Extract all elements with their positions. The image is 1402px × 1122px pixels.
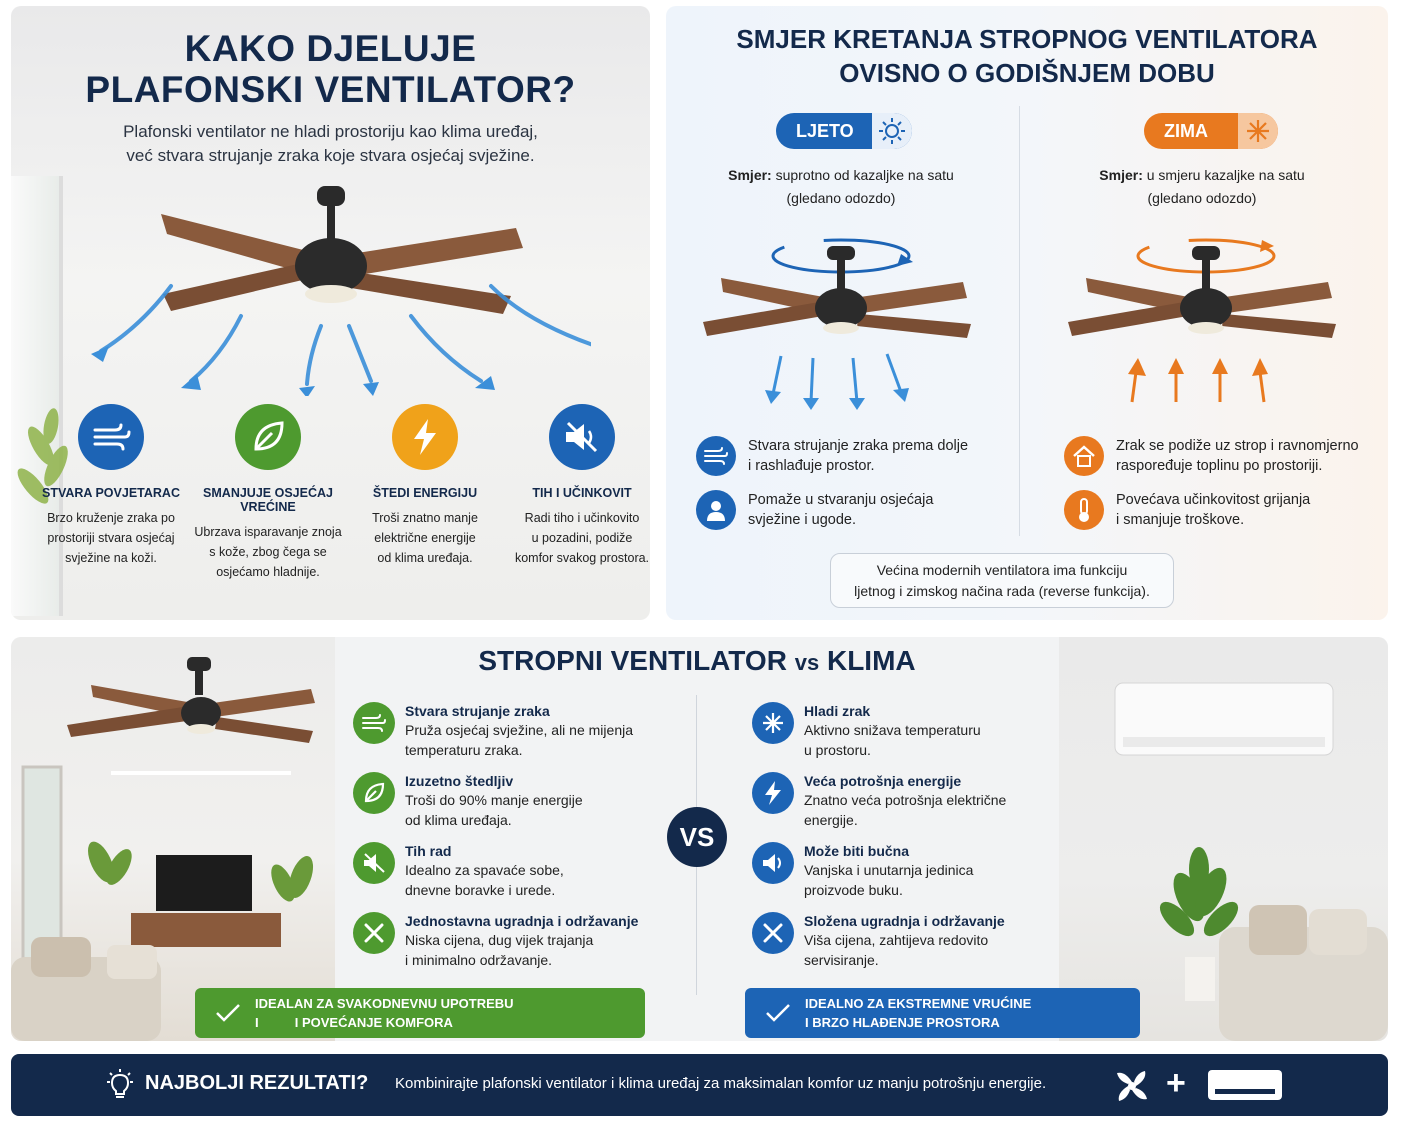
direction-label: Smjer:	[1099, 167, 1143, 183]
reverse-function-note	[830, 553, 1174, 608]
point-line: Stvara strujanje zraka prema dolje	[748, 438, 969, 454]
item-title: Tih rad	[405, 843, 452, 859]
direction-text: suprotno od kazaljke na satu	[771, 167, 954, 183]
banner-line: IDEALNO ZA EKSTREMNE VRUĆINE	[805, 996, 1032, 1011]
item-title: Izuzetno štedljiv	[405, 773, 514, 789]
lightbulb-icon	[103, 1068, 137, 1102]
fan-item	[353, 841, 683, 900]
snowflake-icon	[1238, 113, 1278, 149]
item-title: Stvara strujanje zraka	[405, 703, 550, 719]
feature-desc-line: od klima uređaja.	[377, 551, 473, 565]
point-line: raspoređuje toplinu po prostoriji.	[1116, 458, 1323, 474]
leaf-icon	[353, 772, 395, 814]
direction-title-line-2: OVISNO O GODIŠNJEM DOBU	[839, 58, 1215, 88]
item-title: Hladi zrak	[804, 703, 871, 719]
ac-item	[752, 841, 1052, 900]
footer-question: NAJBOLJI REZULTATI?	[145, 1072, 369, 1094]
point-line: svježine i ugode.	[748, 512, 857, 528]
item-desc: Viša cijena, zahtijeva redovito	[804, 932, 989, 948]
feature-title: SMANJUJE OSJEĆAJ VREĆINE	[203, 486, 333, 514]
feature-breeze	[36, 404, 186, 582]
item-desc: u prostoru.	[804, 741, 871, 758]
feature-desc-line: električne energije	[374, 531, 476, 545]
footer-message: Kombinirajte plafonski ventilator i klima uređaj za maksimalan komfor uz manju potrošnju energije.	[395, 1075, 1047, 1092]
summer-direction	[691, 164, 991, 210]
ac-item	[752, 771, 1052, 830]
summer-point	[696, 490, 996, 530]
banner-line: IDEALAN ZA SVAKODNEVNU UPOTREBU	[255, 996, 514, 1011]
vs-badge: VS	[667, 807, 727, 867]
comparison-title	[335, 645, 1059, 677]
feature-quiet	[507, 404, 650, 582]
ceiling-fan-illustration	[71, 176, 591, 396]
point-line: i smanjuje troškove.	[1116, 512, 1245, 528]
check-icon	[765, 1003, 791, 1023]
item-desc: Znatno veća potrošnja električne	[804, 792, 1007, 808]
fan-item	[353, 701, 683, 760]
feature-desc-line: komfor svakog prostora.	[514, 551, 650, 565]
fan-icon	[1113, 1067, 1151, 1105]
wind-icon	[353, 702, 395, 744]
title-line-2: PLAFONSKI VENTILATOR?	[85, 69, 576, 110]
title-vs: vs	[794, 650, 820, 675]
feature-save-energy	[350, 404, 500, 582]
mute-speaker-icon	[549, 404, 615, 470]
item-title: Složena ugradnja i održavanje	[804, 913, 1005, 929]
page-title	[11, 28, 650, 110]
winter-point	[1064, 490, 1364, 530]
item-desc: od klima uređaja.	[405, 811, 512, 828]
subtitle-line-2: već stvara strujanje zraka koje stvara osjećaj svježine.	[126, 146, 535, 165]
item-desc: Vanjska i unutarnja jedinica	[804, 862, 974, 878]
air-conditioner-icon	[1207, 1069, 1283, 1103]
fan-item	[353, 771, 683, 830]
fan-list	[353, 701, 683, 981]
feature-desc-line: Brzo kruženje zraka po	[47, 511, 175, 525]
winter-points	[1064, 436, 1374, 530]
mute-speaker-icon	[353, 842, 395, 884]
summer-pill	[776, 113, 912, 149]
feature-desc-line: osjećamo hladnije.	[216, 565, 320, 579]
snowflake-icon	[752, 702, 794, 744]
feature-desc-line: s kože, zbog čega se	[209, 545, 327, 559]
speaker-icon	[752, 842, 794, 884]
fan-ideal-banner	[195, 988, 645, 1038]
subtitle	[11, 120, 650, 168]
direction-note: (gledano odozdo)	[786, 190, 896, 206]
item-desc: servisiranje.	[804, 951, 879, 968]
tools-icon	[752, 912, 794, 954]
fan-item	[353, 911, 683, 970]
item-desc: Idealno za spavaće sobe,	[405, 862, 564, 878]
point-line: Pomaže u stvaranju osjećaja	[748, 492, 934, 508]
ac-item	[752, 911, 1052, 970]
point-line: Zrak se podiže uz strop i ravnomjerno	[1116, 438, 1359, 454]
ac-room-illustration	[1059, 637, 1388, 1041]
living-room-illustration	[11, 637, 335, 1041]
item-title: Može biti bučna	[804, 843, 909, 859]
item-desc: temperaturu zraka.	[405, 741, 523, 758]
fan-direction-panel	[666, 6, 1388, 620]
direction-title	[666, 22, 1388, 90]
banner-line: I I POVEĆANJE KOMFORA	[255, 1015, 453, 1030]
feature-desc-line: Radi tiho i učinkovito	[524, 511, 640, 525]
feature-desc-line: svježine na koži.	[65, 551, 157, 565]
item-desc: proizvode buku.	[804, 881, 903, 898]
direction-title-line-1: SMJER KRETANJA STROPNOG VENTILATORA	[736, 24, 1318, 54]
wind-icon	[696, 436, 736, 476]
direction-text: u smjeru kazaljke na satu	[1142, 167, 1305, 183]
winter-direction	[1052, 164, 1352, 210]
feature-desc-line: Troši znatno manje	[372, 511, 478, 525]
item-desc: Aktivno snižava temperaturu	[804, 722, 981, 738]
feature-desc	[507, 508, 650, 568]
best-results-footer	[11, 1054, 1388, 1116]
item-desc: i minimalno održavanje.	[405, 951, 553, 968]
leaf-icon	[235, 404, 301, 470]
banner-line: I BRZO HLAĐENJE PROSTORA	[805, 1015, 1000, 1030]
feature-title: TIH I UČINKOVIT	[532, 486, 632, 500]
winter-pill	[1144, 113, 1278, 149]
features-row	[36, 404, 650, 582]
feature-desc-line: u pozadini, podiže	[531, 531, 633, 545]
title-fan: STROPNI VENTILATOR	[478, 645, 787, 676]
check-icon	[215, 1003, 241, 1023]
fan-vs-ac-panel	[11, 637, 1388, 1041]
summer-points	[696, 436, 996, 530]
winter-label: ZIMA	[1164, 120, 1208, 141]
note-line: Većina modernih ventilatora ima funkciju	[876, 562, 1128, 578]
direction-label: Smjer:	[728, 167, 772, 183]
wind-icon	[78, 404, 144, 470]
how-fan-works-panel	[11, 6, 650, 620]
title-line-1: KAKO DJELUJE	[184, 28, 477, 69]
lightning-icon	[752, 772, 794, 814]
tools-icon	[353, 912, 395, 954]
sun-icon	[872, 113, 912, 149]
ac-item	[752, 701, 1052, 760]
feature-title: STVARA POVJETARAC	[42, 486, 180, 500]
item-desc: energije.	[804, 811, 858, 828]
item-desc: dnevne boravke i urede.	[405, 881, 556, 898]
summer-point	[696, 436, 996, 476]
note-line: ljetnog i zimskog načina rada (reverse funkcija).	[854, 583, 1150, 599]
living-room-ac-photo	[1059, 637, 1388, 1041]
summer-fan-illustration	[701, 226, 981, 411]
item-desc: Niska cijena, dug vijek trajanja	[405, 932, 594, 948]
ac-ideal-banner	[745, 988, 1140, 1038]
living-room-fan-photo	[11, 637, 335, 1041]
winter-fan-illustration	[1066, 226, 1346, 411]
feature-desc-line: prostoriji stvara osjećaj	[47, 531, 175, 545]
title-ac: KLIMA	[826, 645, 916, 676]
plus-sign: +	[1166, 1064, 1186, 1102]
house-icon	[1064, 436, 1104, 476]
point-line: Povećava učinkovitost grijanja	[1116, 492, 1311, 508]
item-desc: Pruža osjećaj svježine, ali ne mijenja	[405, 722, 633, 738]
divider	[1019, 106, 1020, 536]
point-line: i rashlađuje prostor.	[748, 458, 875, 474]
lightning-icon	[392, 404, 458, 470]
subtitle-line-1: Plafonski ventilator ne hladi prostoriju kao klima uređaj,	[123, 122, 538, 141]
feature-less-heat	[193, 404, 343, 582]
feature-title: ŠTEDI ENERGIJU	[372, 486, 478, 500]
person-icon	[696, 490, 736, 530]
feature-desc-line: Ubrzava isparavanje znoja	[194, 525, 342, 539]
item-title: Veća potrošnja energije	[804, 773, 962, 789]
winter-point	[1064, 436, 1374, 476]
feature-desc	[36, 508, 186, 568]
thermometer-icon	[1064, 490, 1104, 530]
direction-note: (gledano odozdo)	[1147, 190, 1257, 206]
summer-label: LJETO	[796, 120, 854, 141]
ac-list	[752, 701, 1052, 981]
item-desc: Troši do 90% manje energije	[405, 792, 583, 808]
feature-desc	[350, 508, 500, 568]
item-title: Jednostavna ugradnja i održavanje	[405, 913, 639, 929]
feature-desc	[193, 522, 343, 582]
